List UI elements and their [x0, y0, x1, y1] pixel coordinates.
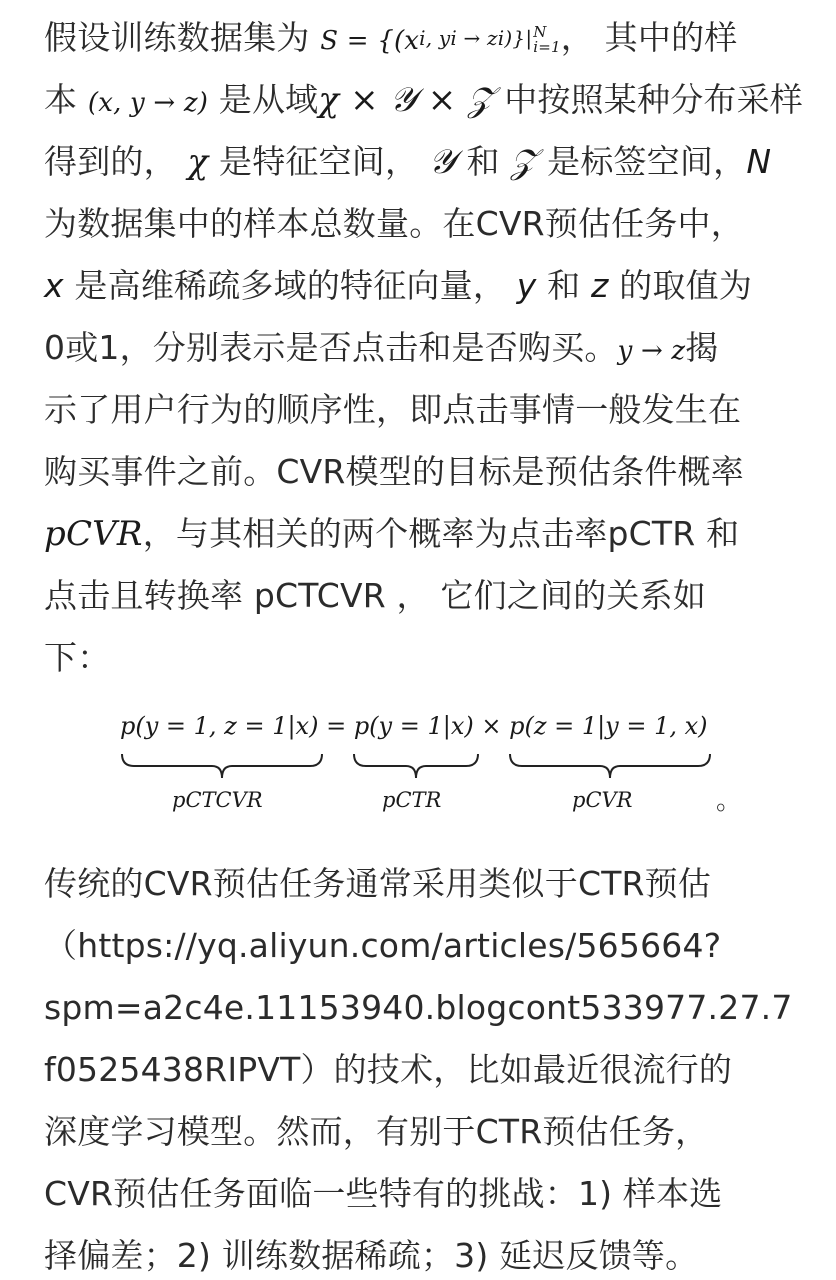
math-z-var: z — [591, 266, 609, 305]
label-pctr: pCTR — [382, 788, 442, 812]
text-span: 得到的， — [44, 142, 188, 181]
math-domain: χ × 𝒴 × 𝒵 — [318, 80, 494, 120]
math-sub: i=1 — [533, 37, 561, 56]
math-sup: N — [533, 22, 547, 41]
math-text: i, y — [419, 26, 451, 50]
probability-formula — [120, 712, 720, 822]
text-span: 本 — [44, 80, 88, 119]
text-line-13: f0525438RIPVT）的技术，比如最近很流行的 — [44, 1050, 733, 1089]
text-span: 和 — [455, 142, 511, 181]
math-y-to-z: y → z — [617, 336, 686, 366]
text-line-11: 下： — [44, 638, 111, 677]
math-chi: χ — [187, 142, 209, 182]
text-line-8: 购买事件之前。CVR模型的目标是预估条件概率 — [44, 452, 744, 491]
math-text: i)}| — [497, 26, 533, 50]
text-line-3 — [44, 142, 771, 182]
url-line-2[interactable]: spm=a2c4e.11153940.blogcont533977.27.7 — [44, 988, 793, 1027]
math-text: i → z — [450, 26, 498, 50]
text-line-16: 择偏差；2) 训练数据稀疏；3) 延迟反馈等。 — [44, 1236, 699, 1275]
text-span: 是从域 — [208, 80, 319, 119]
label-pctcvr: pCTCVR — [172, 788, 263, 812]
text-line-15: CVR预估任务面临一些特有的挑战：1) 样本选 — [44, 1174, 723, 1213]
formula-text: p(y = 1, z = 1|x) = p(y = 1|x) × p(z = 1|y = 1, x) — [120, 712, 708, 740]
text-line-14: 深度学习模型。然而，有别于CTR预估任务， — [44, 1112, 709, 1151]
math-y: 𝒴 — [428, 142, 456, 182]
text-line-5 — [44, 266, 752, 306]
underbrace-pctcvr — [120, 752, 324, 786]
text-span: ， 其中的样 — [560, 18, 738, 57]
math-y-var: y — [516, 266, 537, 305]
text-span: 是特征空间， — [208, 142, 429, 181]
text-line-2 — [44, 80, 803, 120]
text-span: 的取值为 — [608, 266, 753, 305]
text-line-9 — [44, 514, 739, 554]
text-line-4: 为数据集中的样本总数量。在CVR预估任务中， — [44, 204, 744, 243]
text-span: 假设训练数据集为 — [44, 18, 321, 57]
url-line-1[interactable]: （https://yq.aliyun.com/articles/565664? — [44, 926, 722, 965]
math-text: S = {(x — [320, 26, 420, 56]
text-line-7: 示了用户行为的顺序性，即点击事情一般发生在 — [44, 390, 742, 429]
formula-period: 。 — [716, 786, 743, 816]
math-limits — [533, 22, 561, 56]
math-n: N — [746, 142, 772, 181]
text-span: 和 — [536, 266, 592, 305]
math-x: x — [44, 266, 64, 305]
text-line-12: 传统的CVR预估任务通常采用类似于CTR预估 — [44, 864, 712, 903]
underbrace-pcvr — [508, 752, 712, 786]
text-span: 是高维稀疏多域的特征向量， — [63, 266, 517, 305]
math-z: 𝒵 — [510, 142, 537, 182]
math-dataset — [320, 26, 532, 56]
text-line-6 — [44, 328, 719, 368]
text-span: 揭 — [685, 328, 719, 367]
underbrace-pctr — [352, 752, 480, 786]
math-pcvr: pCVR — [44, 514, 143, 554]
text-span: 中按照某种分布采样 — [493, 80, 804, 119]
label-pcvr: pCVR — [572, 788, 633, 812]
math-sample: (x, y → z) — [87, 88, 209, 118]
text-span: ，与其相关的两个概率为点击率pCTR 和 — [142, 514, 740, 553]
text-line-10: 点击且转换率 pCTCVR ， 它们之间的关系如 — [44, 576, 707, 615]
formula-expression — [120, 712, 708, 740]
text-line-1 — [44, 18, 737, 58]
text-span: 0或1，分别表示是否点击和是否购买。 — [44, 328, 618, 367]
text-span: 是标签空间， — [536, 142, 747, 181]
